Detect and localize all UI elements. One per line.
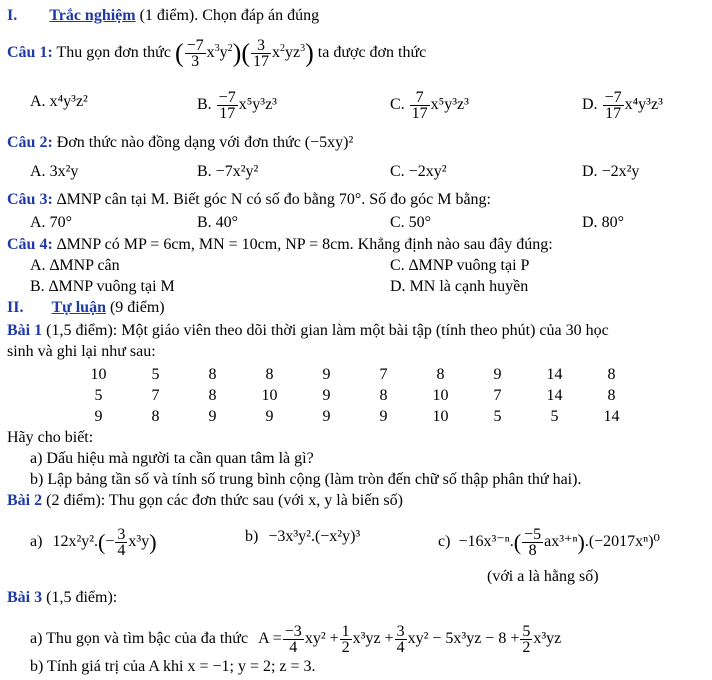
bai2-part-a: a) 12x²y².(− $\frac{3}{4}$ x³y) bbox=[30, 526, 157, 559]
table-row: 5 7 8 10 9 8 10 7 14 8 bbox=[94, 387, 616, 404]
q4-option-a[interactable]: A. ∆MNP cân bbox=[30, 257, 120, 274]
q3-option-a[interactable]: A. 70° bbox=[30, 214, 72, 231]
bai2-intro: Bài 2 (2 điểm): Thu gọn các đơn thức sau (với x, y là biến số) bbox=[7, 492, 403, 509]
bai1-label: Bài 1 bbox=[7, 322, 43, 339]
q1-option-b[interactable]: B. $\frac{-7}{17}$ x⁵y³z³ bbox=[197, 89, 277, 122]
q3-option-c[interactable]: C. 50° bbox=[390, 214, 432, 231]
q4-option-d[interactable]: D. MN là cạnh huyền bbox=[390, 278, 529, 295]
table-row: 9 8 9 9 9 9 10 5 5 14 bbox=[94, 408, 620, 425]
part1-note: (1 điểm). Chọn đáp án đúng bbox=[139, 7, 320, 24]
bai3-label: Bài 3 bbox=[7, 589, 43, 606]
q4-option-b[interactable]: B. ∆MNP vuông tại M bbox=[30, 278, 175, 295]
fraction: $\frac{3}{17}$ bbox=[252, 37, 269, 70]
q2-option-d[interactable]: D. −2x²y bbox=[582, 163, 640, 180]
q1-option-d[interactable]: D. $\frac{-7}{17}$ x⁴y³z³ bbox=[582, 89, 663, 122]
q3-option-b[interactable]: B. 40° bbox=[197, 214, 239, 231]
table-row: 10 5 8 8 9 7 8 9 14 8 bbox=[90, 366, 616, 383]
bai3-part-a: a) Thu gọn và tìm bậc của đa thức A = $\frac{-3}{4}$ xy² + $\frac{1}{2}$ x³yz + $\frac{3}{4}$ xy² − 5x³yz − 8 + $\frac{5}{2}$ x³yz bbox=[30, 623, 562, 656]
part2-title: Tự luận bbox=[51, 299, 106, 316]
bai3-intro: Bài 3 (1,5 điểm): bbox=[7, 589, 118, 606]
question-2: Câu 2: Đơn thức nào đồng dạng với đơn thức (−5xy)² bbox=[7, 134, 354, 151]
fraction: $\frac{-7}{3}$ bbox=[186, 37, 204, 70]
question-3-text: ∆MNP cân tại M. Biết góc N có số đo bằng 70°. Số đo góc M bằng: bbox=[56, 191, 491, 208]
question-2-text: Đơn thức nào đồng dạng với đơn thức (−5xy)² bbox=[56, 134, 354, 151]
bai1-part-b: b) Lập bảng tần số và tính số trung bình cộng (làm tròn đến chữ số thập phân thứ hai). bbox=[30, 471, 582, 488]
bai1-ask: Hãy cho biết: bbox=[7, 429, 94, 446]
question-1: Câu 1: Thu gọn đơn thức ( $\frac{-7}{3}$ $x^3y^2$)( $\frac{3}{17}$ $x^2yz^3$) ta được đơn thức bbox=[7, 37, 427, 70]
part2-note: (9 điểm) bbox=[109, 299, 165, 316]
data-table bbox=[70, 364, 680, 427]
bai2-part-b: b) −3x³y².(−x²y)³ bbox=[245, 528, 361, 545]
bai2-note: (với a là hằng số) bbox=[487, 568, 599, 585]
part1-heading bbox=[7, 6, 319, 26]
bai1-intro-line2: sinh và ghi lại như sau: bbox=[7, 343, 156, 360]
part2-heading bbox=[7, 298, 165, 318]
part2-numeral: II. bbox=[7, 299, 24, 316]
part1-numeral: I. bbox=[7, 7, 18, 24]
q1-option-a[interactable]: A. x⁴y³z² bbox=[30, 93, 88, 110]
part1-title: Trắc nghiệm bbox=[49, 7, 136, 24]
q2-option-b[interactable]: B. −7x²y² bbox=[197, 163, 259, 180]
question-1-text-after: ta được đơn thức bbox=[317, 44, 427, 62]
q1-option-c[interactable]: C. $\frac{7}{17}$ x⁵y³z³ bbox=[390, 89, 469, 122]
question-4-text: ∆MNP có MP = 6cm, MN = 10cm, NP = 8cm. Khẳng định nào sau đây đúng: bbox=[56, 236, 553, 253]
question-1-text-before: Thu gọn đơn thức bbox=[56, 44, 171, 62]
bai2-label: Bài 2 bbox=[7, 492, 43, 509]
bai2-part-c: c) −16x³⁻ⁿ.( $\frac{-5}{8}$ ax³⁺ⁿ).(−2017xⁿ)⁰ bbox=[438, 526, 660, 559]
bai3-part-b: b) Tính giá trị của A khi x = −1; y = 2; z = 3. bbox=[30, 658, 316, 675]
q3-option-d[interactable]: D. 80° bbox=[582, 214, 624, 231]
q2-option-a[interactable]: A. 3x²y bbox=[30, 163, 79, 180]
q2-option-c[interactable]: C. −2xy² bbox=[390, 163, 447, 180]
bai1-part-a: a) Dấu hiệu mà người ta cần quan tâm là gì? bbox=[30, 450, 314, 467]
question-3: Câu 3: ∆MNP cân tại M. Biết góc N có số đo bằng 70°. Số đo góc M bằng: bbox=[7, 191, 491, 208]
bai1-intro: Bài 1 (1,5 điểm): Một giáo viên theo dõi thời gian làm một bài tập (tính theo phút) của 30 học bbox=[7, 322, 609, 339]
q4-option-c[interactable]: C. ∆MNP vuông tại P bbox=[390, 257, 530, 274]
question-4: Câu 4: ∆MNP có MP = 6cm, MN = 10cm, NP = 8cm. Khẳng định nào sau đây đúng: bbox=[7, 236, 553, 253]
question-1-label: Câu 1: bbox=[7, 44, 53, 62]
